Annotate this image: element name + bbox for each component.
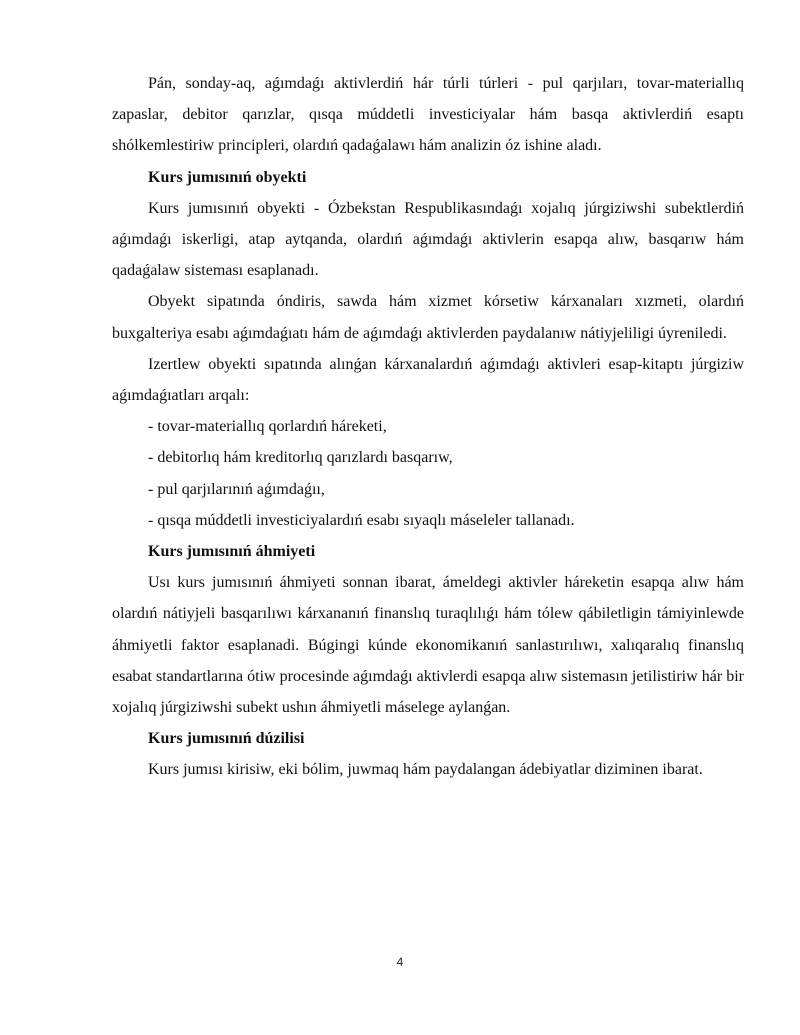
paragraph-object-scope: Obyekt sipatında óndiris, sawda hám xizmet kórsetiw kárxanaları xızmeti, olardıń buxgalteriya esabı aǵımdaǵıatı hám de aǵımdaǵı aktivlerden paydalanıw nátiyjeliligi úyreniledi. xyxy=(112,293,744,342)
paragraph-intro: Pán, sonday-aq, aǵımdaǵı aktivlerdiń hár túrli túrleri - pul qarjıları, tovar-materiallıq zapaslar, debitor qarızlar, qısqa múddetli investiciyalar hám basqa aktivlerdiń esaptı shólkemlestiriw principleri, olardıń qadaǵalawı hám analizin óz ishine aladı. xyxy=(112,75,744,155)
heading-structure: Kurs jumısınıń dúzilisi xyxy=(148,730,305,748)
analysis-list xyxy=(112,411,744,536)
list-item: - tovar-materiallıq qorlardıń háreketi, xyxy=(148,418,387,436)
paragraph-research-object: Izertlew obyekti sıpatında alınǵan kárxanalardıń aǵımdaǵı aktivleri esap-kitaptı júrgiziw aǵımdaǵıatları arqalı: xyxy=(112,355,744,405)
list-item: - qısqa múddetli investiciyalardıń esabı sıyaqlı máseleler tallanadı. xyxy=(148,511,575,529)
heading-object: Kurs jumısınıń obyekti xyxy=(148,168,307,186)
paragraph-object-definition: Kurs jumısınıń obyekti - Ózbekstan Respublikasındaǵı xojalıq júrgiziwshi subektlerdiń aǵımdaǵı iskerligi, atap aytqanda, olardıń aǵımdaǵı aktivlerin esapqa alıw, basqarıw hám qadaǵalaw sisteması esaplanadı. xyxy=(112,199,744,280)
paragraph-structure: Kurs jumısı kirisiw, eki bólim, juwmaq hám paydalangan ádebiyatlar diziminen ibarat. xyxy=(148,761,703,779)
paragraph-importance: Usı kurs jumısınıń áhmiyeti sonnan ibarat, ámeldegi aktivler háreketin esapqa alıw hám olardıń nátiyjeli basqarılıwı kárxananıń finanslıq turaqlılıǵı hám tólew qábiletligin támiyinlewde áhmiyetli faktor esaplanadi. Búgingi kúnde ekonomikanıń sanlastırılıwı, xalıqaralıq finanslıq esabat standartlarına ótiw procesinde aǵımdaǵı aktivlerdi esapqa alıw sistemasın jetilistiriw hár bir xojalıq júrgiziwshi subekt ushın áhmiyetli máselege aylanǵan. xyxy=(112,574,744,717)
page-number: 4 xyxy=(396,955,404,969)
list-item: - debitorlıq hám kreditorlıq qarızlardı basqarıw, xyxy=(148,449,453,467)
heading-importance: Kurs jumısınıń áhmiyeti xyxy=(148,543,316,561)
document-page xyxy=(112,68,744,786)
list-item: - pul qarjılarınıń aǵımdaǵıı, xyxy=(148,480,325,498)
